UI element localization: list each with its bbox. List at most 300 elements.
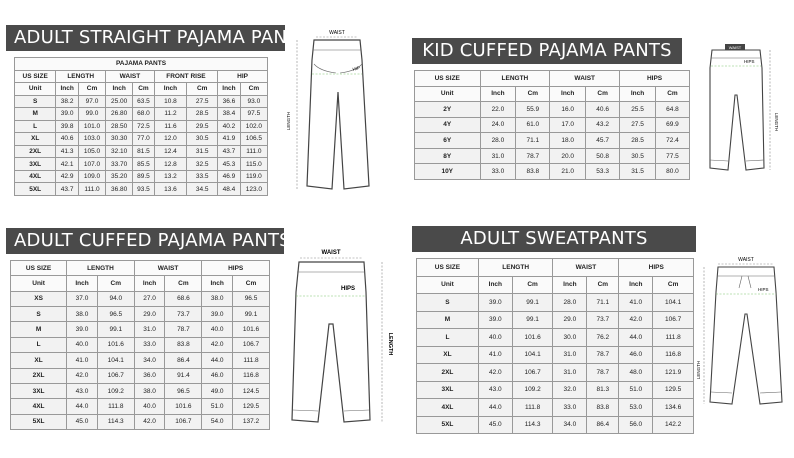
size-cell: 4XL	[15, 170, 56, 183]
value-cell: 40.0	[478, 329, 512, 347]
value-cell: 30.0	[553, 329, 587, 347]
value-cell: 96.5	[97, 307, 134, 322]
unit-header: Unit	[415, 86, 481, 102]
size-cell: L	[417, 329, 479, 347]
value-cell: 38.0	[67, 307, 98, 322]
value-cell: 26.80	[106, 108, 133, 121]
value-cell: 29.0	[553, 311, 587, 329]
unit-header: Inch	[67, 276, 98, 291]
table-row	[11, 322, 270, 337]
value-cell: 12.8	[154, 158, 187, 171]
size-cell: S	[15, 95, 56, 108]
value-cell: 71.1	[587, 294, 619, 312]
value-cell: 43.0	[478, 381, 512, 399]
value-cell: 41.0	[478, 346, 512, 364]
adult-cuffed-title: ADULT CUFFED PAJAMA PANTS	[6, 228, 284, 254]
value-cell: 56.0	[619, 416, 653, 434]
value-cell: 45.3	[218, 158, 241, 171]
value-cell: 21.0	[550, 164, 586, 180]
value-cell: 25.5	[620, 102, 656, 118]
size-cell: 4XL	[11, 399, 67, 414]
unit-header: Inch	[154, 83, 187, 96]
value-cell: 97.0	[78, 95, 105, 108]
group-header-row	[417, 259, 694, 277]
value-cell: 39.0	[478, 294, 512, 312]
value-cell: 96.5	[165, 383, 202, 398]
length-label: LENGTH	[696, 360, 701, 380]
value-cell: 28.0	[480, 133, 516, 149]
group-header: HIPS	[620, 71, 690, 87]
value-cell: 35.20	[106, 170, 133, 183]
value-cell: 27.5	[620, 117, 656, 133]
value-cell: 24.0	[480, 117, 516, 133]
value-cell: 106.7	[512, 364, 553, 382]
unit-header-row	[417, 276, 694, 294]
unit-header-row	[15, 83, 268, 96]
value-cell: 12.0	[154, 133, 187, 146]
value-cell: 103.0	[78, 133, 105, 146]
value-cell: 42.0	[619, 311, 653, 329]
length-label: LENGTH	[774, 112, 779, 132]
value-cell: 42.0	[134, 414, 165, 429]
unit-header: Cm	[655, 86, 689, 102]
value-cell: 28.5	[620, 133, 656, 149]
value-cell: 41.3	[56, 145, 79, 158]
value-cell: 123.0	[240, 183, 267, 196]
size-cell: 8Y	[415, 148, 481, 164]
value-cell: 33.0	[134, 337, 165, 352]
table-row	[11, 291, 270, 306]
group-header: LENGTH	[478, 259, 553, 277]
value-cell: 80.0	[655, 164, 689, 180]
size-cell: 5XL	[417, 416, 479, 434]
unit-header: Inch	[134, 276, 165, 291]
value-cell: 10.8	[154, 95, 187, 108]
group-header-row	[15, 70, 268, 83]
value-cell: 116.8	[233, 368, 270, 383]
value-cell: 111.8	[653, 329, 694, 347]
table-row	[11, 337, 270, 352]
table-row	[15, 120, 268, 133]
unit-header: Inch	[106, 83, 133, 96]
value-cell: 106.7	[165, 414, 202, 429]
value-cell: 81.5	[133, 145, 154, 158]
value-cell: 81.3	[587, 381, 619, 399]
size-cell: S	[11, 307, 67, 322]
value-cell: 29.5	[187, 120, 218, 133]
value-cell: 93.0	[240, 95, 267, 108]
size-cell: 3XL	[11, 383, 67, 398]
value-cell: 53.3	[586, 164, 620, 180]
table-row	[15, 108, 268, 121]
value-cell: 101.6	[97, 337, 134, 352]
value-cell: 115.0	[240, 158, 267, 171]
value-cell: 33.5	[187, 170, 218, 183]
value-cell: 61.0	[516, 117, 550, 133]
value-cell: 83.8	[165, 337, 202, 352]
table-row	[417, 416, 694, 434]
value-cell: 63.5	[133, 95, 154, 108]
unit-header: Inch	[56, 83, 79, 96]
hip-label: HIP	[351, 65, 361, 72]
size-cell: 2XL	[417, 364, 479, 382]
table-row	[417, 311, 694, 329]
unit-header: Cm	[78, 83, 105, 96]
value-cell: 36.0	[134, 368, 165, 383]
unit-header: Inch	[202, 276, 233, 291]
table-row	[11, 383, 270, 398]
unit-header: Inch	[553, 276, 587, 294]
value-cell: 43.2	[586, 117, 620, 133]
group-header: US SIZE	[415, 71, 481, 87]
unit-header: Inch	[620, 86, 656, 102]
group-header: FRONT RISE	[154, 70, 217, 83]
value-cell: 129.5	[233, 399, 270, 414]
waist-label: WAIST	[321, 250, 341, 256]
value-cell: 38.0	[202, 291, 233, 306]
adult-cuffed-size-table	[10, 260, 270, 430]
size-cell: 4XL	[417, 399, 479, 417]
value-cell: 40.0	[67, 337, 98, 352]
value-cell: 89.5	[133, 170, 154, 183]
group-header: LENGTH	[67, 261, 135, 276]
size-cell: S	[417, 294, 479, 312]
value-cell: 45.0	[67, 414, 98, 429]
value-cell: 106.5	[240, 133, 267, 146]
length-label: LENGTH	[286, 111, 291, 131]
table-row	[11, 414, 270, 429]
table-row	[417, 329, 694, 347]
value-cell: 124.5	[233, 383, 270, 398]
unit-header: Inch	[619, 276, 653, 294]
value-cell: 28.0	[553, 294, 587, 312]
value-cell: 50.8	[586, 148, 620, 164]
group-header: HIPS	[202, 261, 270, 276]
unit-header: Cm	[240, 83, 267, 96]
value-cell: 13.2	[154, 170, 187, 183]
value-cell: 46.0	[202, 368, 233, 383]
value-cell: 101.6	[512, 329, 553, 347]
value-cell: 86.4	[587, 416, 619, 434]
waist-label: WAIST	[738, 257, 754, 263]
value-cell: 34.5	[187, 183, 218, 196]
value-cell: 85.5	[133, 158, 154, 171]
value-cell: 54.0	[202, 414, 233, 429]
unit-header: Inch	[478, 276, 512, 294]
value-cell: 33.0	[480, 164, 516, 180]
size-cell: XL	[417, 346, 479, 364]
value-cell: 86.4	[165, 353, 202, 368]
table-row	[417, 294, 694, 312]
value-cell: 129.5	[653, 381, 694, 399]
value-cell: 20.0	[550, 148, 586, 164]
value-cell: 17.0	[550, 117, 586, 133]
unit-header: Cm	[512, 276, 553, 294]
value-cell: 31.0	[553, 364, 587, 382]
size-cell: L	[11, 337, 67, 352]
adult-sweatpants-title: ADULT SWEATPANTS	[412, 226, 696, 252]
value-cell: 44.0	[67, 399, 98, 414]
value-cell: 42.1	[56, 158, 79, 171]
value-cell: 77.0	[133, 133, 154, 146]
size-cell: XL	[15, 133, 56, 146]
value-cell: 48.4	[218, 183, 241, 196]
value-cell: 39.8	[56, 120, 79, 133]
value-cell: 111.8	[233, 353, 270, 368]
value-cell: 48.0	[619, 364, 653, 382]
kid-cuffed-size-table	[414, 70, 690, 180]
value-cell: 31.5	[187, 145, 218, 158]
adult-straight-size-table	[14, 57, 268, 196]
value-cell: 41.0	[67, 353, 98, 368]
group-header: US SIZE	[11, 261, 67, 276]
size-cell: L	[15, 120, 56, 133]
adult-sweatpants-size-table	[416, 258, 694, 434]
value-cell: 104.1	[653, 294, 694, 312]
value-cell: 13.6	[154, 183, 187, 196]
value-cell: 44.0	[478, 399, 512, 417]
value-cell: 78.7	[587, 346, 619, 364]
group-header: LENGTH	[480, 71, 550, 87]
value-cell: 42.9	[56, 170, 79, 183]
value-cell: 39.0	[478, 311, 512, 329]
value-cell: 104.1	[512, 346, 553, 364]
table-title: PAJAMA PANTS	[15, 58, 268, 71]
value-cell: 55.9	[516, 102, 550, 118]
value-cell: 78.7	[165, 322, 202, 337]
value-cell: 46.0	[619, 346, 653, 364]
value-cell: 34.0	[134, 353, 165, 368]
value-cell: 51.0	[202, 399, 233, 414]
size-cell: M	[15, 108, 56, 121]
size-cell: M	[417, 311, 479, 329]
value-cell: 101.6	[165, 399, 202, 414]
value-cell: 137.2	[233, 414, 270, 429]
value-cell: 38.4	[218, 108, 241, 121]
value-cell: 119.0	[240, 170, 267, 183]
unit-header: Inch	[550, 86, 586, 102]
size-cell: 2Y	[415, 102, 481, 118]
table-row	[11, 399, 270, 414]
value-cell: 43.7	[218, 145, 241, 158]
size-cell: 5XL	[11, 414, 67, 429]
group-header: LENGTH	[56, 70, 106, 83]
table-row	[15, 145, 268, 158]
size-cell: 2XL	[15, 145, 56, 158]
size-cell: 3XL	[417, 381, 479, 399]
value-cell: 36.6	[218, 95, 241, 108]
value-cell: 40.0	[202, 322, 233, 337]
value-cell: 31.5	[620, 164, 656, 180]
waist-label: WAIST	[329, 30, 345, 36]
value-cell: 99.1	[512, 311, 553, 329]
value-cell: 106.7	[653, 311, 694, 329]
unit-header: Cm	[165, 276, 202, 291]
unit-header: Cm	[133, 83, 154, 96]
table-row	[15, 133, 268, 146]
size-cell: 4Y	[415, 117, 481, 133]
table-row	[415, 102, 690, 118]
value-cell: 32.5	[187, 158, 218, 171]
value-cell: 102.0	[240, 120, 267, 133]
value-cell: 64.8	[655, 102, 689, 118]
value-cell: 12.4	[154, 145, 187, 158]
adult-straight-title: ADULT STRAIGHT PAJAMA PANTS	[6, 25, 285, 51]
group-header: HIP	[218, 70, 268, 83]
value-cell: 27.5	[187, 95, 218, 108]
group-header: WAIST	[553, 259, 619, 277]
value-cell: 38.0	[134, 383, 165, 398]
value-cell: 106.7	[97, 368, 134, 383]
value-cell: 134.6	[653, 399, 694, 417]
value-cell: 11.2	[154, 108, 187, 121]
value-cell: 37.0	[67, 291, 98, 306]
value-cell: 109.0	[78, 170, 105, 183]
group-header-row	[11, 261, 270, 276]
value-cell: 42.0	[478, 364, 512, 382]
unit-header: Unit	[15, 83, 56, 96]
value-cell: 33.70	[106, 158, 133, 171]
value-cell: 83.8	[516, 164, 550, 180]
table-row	[417, 346, 694, 364]
value-cell: 31.0	[134, 322, 165, 337]
value-cell: 101.0	[78, 120, 105, 133]
hip-label: HIPS	[744, 59, 755, 64]
waist-label: WAIST	[728, 45, 742, 50]
value-cell: 39.0	[202, 307, 233, 322]
value-cell: 39.0	[56, 108, 79, 121]
value-cell: 34.0	[553, 416, 587, 434]
value-cell: 76.2	[587, 329, 619, 347]
value-cell: 11.6	[154, 120, 187, 133]
value-cell: 29.0	[134, 307, 165, 322]
length-label: LENGTH	[387, 332, 393, 356]
unit-header: Inch	[480, 86, 516, 102]
value-cell: 49.0	[202, 383, 233, 398]
value-cell: 111.8	[512, 399, 553, 417]
value-cell: 104.1	[97, 353, 134, 368]
table-row	[15, 158, 268, 171]
value-cell: 83.8	[587, 399, 619, 417]
size-cell: 6Y	[415, 133, 481, 149]
value-cell: 114.3	[97, 414, 134, 429]
value-cell: 39.0	[67, 322, 98, 337]
unit-header-row	[11, 276, 270, 291]
value-cell: 69.9	[655, 117, 689, 133]
value-cell: 32.10	[106, 145, 133, 158]
value-cell: 72.4	[655, 133, 689, 149]
value-cell: 111.0	[240, 145, 267, 158]
group-header: US SIZE	[417, 259, 479, 277]
value-cell: 105.0	[78, 145, 105, 158]
unit-header: Unit	[417, 276, 479, 294]
value-cell: 25.00	[106, 95, 133, 108]
value-cell: 78.7	[516, 148, 550, 164]
value-cell: 101.6	[233, 322, 270, 337]
value-cell: 111.0	[78, 183, 105, 196]
adult-cuffed-pants-diagram	[282, 244, 402, 434]
value-cell: 36.80	[106, 183, 133, 196]
value-cell: 43.0	[67, 383, 98, 398]
value-cell: 68.6	[165, 291, 202, 306]
value-cell: 109.2	[512, 381, 553, 399]
value-cell: 22.0	[480, 102, 516, 118]
value-cell: 109.2	[97, 383, 134, 398]
group-header-row	[415, 71, 690, 87]
value-cell: 41.0	[619, 294, 653, 312]
value-cell: 116.8	[653, 346, 694, 364]
value-cell: 40.6	[56, 133, 79, 146]
value-cell: 53.0	[619, 399, 653, 417]
value-cell: 44.0	[619, 329, 653, 347]
value-cell: 45.0	[478, 416, 512, 434]
table-row	[11, 307, 270, 322]
value-cell: 73.7	[165, 307, 202, 322]
value-cell: 114.3	[512, 416, 553, 434]
value-cell: 18.0	[550, 133, 586, 149]
size-cell: 3XL	[15, 158, 56, 171]
unit-header: Unit	[11, 276, 67, 291]
value-cell: 46.9	[218, 170, 241, 183]
value-cell: 94.0	[97, 291, 134, 306]
table-row	[11, 368, 270, 383]
value-cell: 44.0	[202, 353, 233, 368]
value-cell: 68.0	[133, 108, 154, 121]
size-cell: XL	[11, 353, 67, 368]
unit-header: Cm	[187, 83, 218, 96]
unit-header: Cm	[653, 276, 694, 294]
value-cell: 91.4	[165, 368, 202, 383]
value-cell: 38.2	[56, 95, 79, 108]
table-row	[417, 381, 694, 399]
value-cell: 77.5	[655, 148, 689, 164]
hip-label: HIPS	[758, 287, 769, 292]
table-row	[15, 183, 268, 196]
value-cell: 51.0	[619, 381, 653, 399]
value-cell: 99.0	[78, 108, 105, 121]
value-cell: 45.7	[586, 133, 620, 149]
group-header: WAIST	[134, 261, 202, 276]
size-cell: 5XL	[15, 183, 56, 196]
unit-header: Cm	[586, 86, 620, 102]
unit-header: Cm	[516, 86, 550, 102]
value-cell: 28.5	[187, 108, 218, 121]
value-cell: 43.7	[56, 183, 79, 196]
table-row	[15, 170, 268, 183]
table-row	[11, 353, 270, 368]
value-cell: 71.1	[516, 133, 550, 149]
kid-cuffed-title: KID CUFFED PAJAMA PANTS	[412, 38, 682, 64]
value-cell: 33.0	[553, 399, 587, 417]
straight-pants-diagram	[286, 26, 386, 201]
value-cell: 96.5	[233, 291, 270, 306]
size-cell: 2XL	[11, 368, 67, 383]
value-cell: 40.0	[134, 399, 165, 414]
table-row	[15, 95, 268, 108]
value-cell: 107.0	[78, 158, 105, 171]
value-cell: 41.9	[218, 133, 241, 146]
table-title-row	[15, 58, 268, 71]
size-cell: XS	[11, 291, 67, 306]
unit-header: Cm	[587, 276, 619, 294]
size-cell: M	[11, 322, 67, 337]
table-row	[415, 133, 690, 149]
table-row	[415, 164, 690, 180]
table-row	[415, 117, 690, 133]
table-row	[417, 364, 694, 382]
unit-header: Inch	[218, 83, 241, 96]
value-cell: 31.0	[553, 346, 587, 364]
